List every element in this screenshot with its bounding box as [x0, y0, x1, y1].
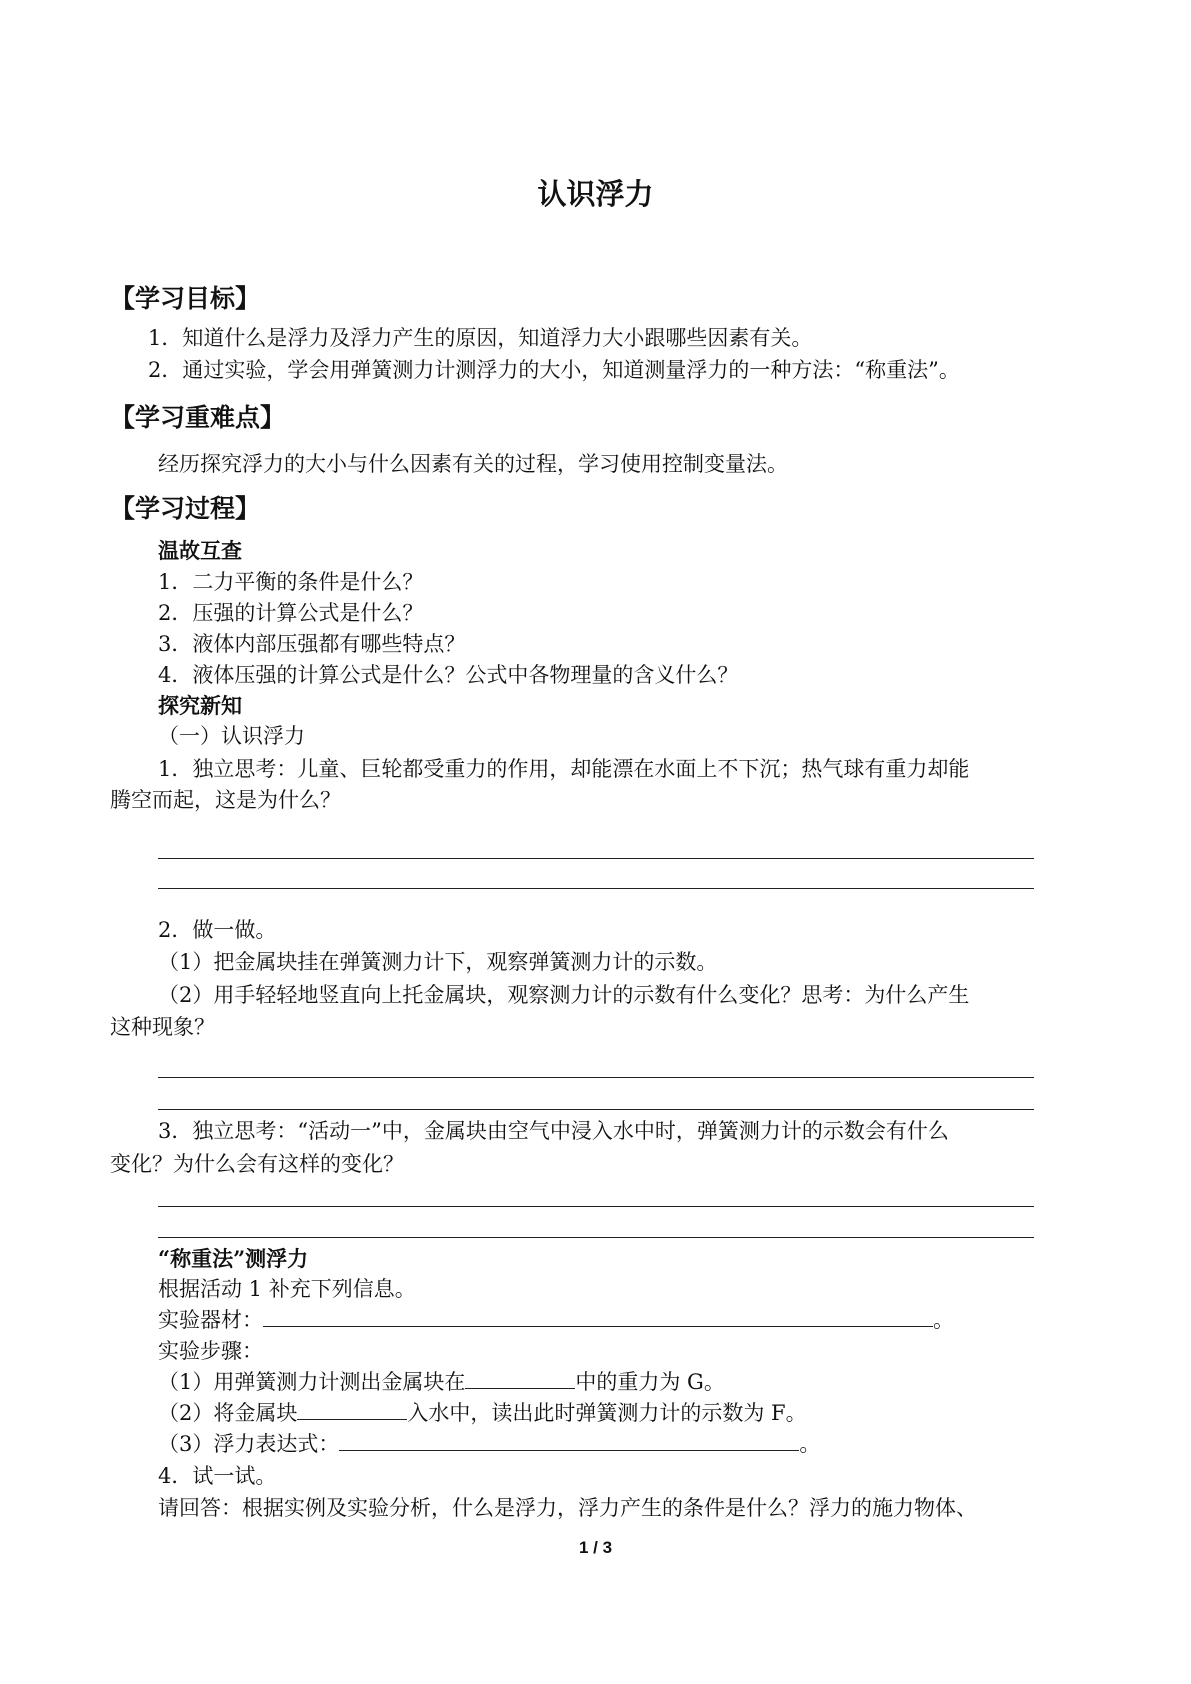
review-item: 2．压强的计算公式是什么？ — [158, 601, 424, 625]
try-label: 4．试一试。 — [158, 1464, 277, 1488]
goal-item: 2．通过实验，学会用弹簧测力计测浮力的大小，知道测量浮力的一种方法：“称重法”。 — [148, 358, 960, 382]
step-2-text-a: （2）将金属块 — [158, 1401, 298, 1425]
answer-line — [158, 1077, 1034, 1078]
step-1-blank[interactable] — [465, 1370, 575, 1389]
review-item: 3．液体内部压强都有哪些特点？ — [158, 632, 466, 656]
question-3-line2: 变化？为什么会有这样的变化？ — [110, 1152, 404, 1176]
question-1-line1: 1．独立思考：儿童、巨轮都受重力的作用，却能漂在水面上不下沉；热气球有重力却能 — [158, 757, 970, 781]
answer-line — [158, 858, 1034, 859]
step-3-end: 。 — [799, 1432, 821, 1456]
question-2-step2-line1: （2）用手轻轻地竖直向上托金属块，观察测力计的示数有什么变化？思考：为什么产生 — [158, 983, 970, 1007]
question-2-step1: （1）把金属块挂在弹簧测力计下，观察弹簧测力计的示数。 — [158, 950, 718, 974]
answer-line — [158, 1237, 1034, 1238]
materials-label: 实验器材： — [158, 1308, 263, 1332]
key-points-heading: 【学习重难点】 — [110, 403, 286, 432]
step-1-text-a: （1）用弹簧测力计测出金属块在 — [158, 1370, 466, 1394]
steps-label: 实验步骤： — [158, 1339, 263, 1363]
answer-line — [158, 888, 1034, 889]
goal-item: 1．知道什么是浮力及浮力产生的原因，知道浮力大小跟哪些因素有关。 — [148, 326, 813, 350]
answer-prompt: 请回答：根据实例及实验分析，什么是浮力，浮力产生的条件是什么？浮力的施力物体、 — [158, 1496, 977, 1520]
step-3-blank[interactable] — [339, 1432, 799, 1451]
answer-line — [158, 1206, 1034, 1207]
question-2: 2．做一做。 — [158, 918, 277, 942]
materials-blank[interactable] — [263, 1308, 933, 1327]
weigh-intro: 根据活动 1 补充下列信息。 — [158, 1277, 416, 1301]
question-2-step2-line2: 这种现象？ — [110, 1015, 215, 1039]
answer-line — [158, 1109, 1034, 1110]
weigh-method-heading: “称重法”测浮力 — [158, 1246, 309, 1271]
explore-part1: （一）认识浮力 — [158, 724, 305, 748]
step-2-text-b: 入水中，读出此时弹簧测力计的示数为 F。 — [407, 1401, 807, 1425]
explore-heading: 探究新知 — [158, 693, 242, 718]
key-points-text: 经历探究浮力的大小与什么因素有关的过程，学习使用控制变量法。 — [158, 452, 788, 476]
question-3-line1: 3．独立思考：“活动一”中，金属块由空气中浸入水中时，弹簧测力计的示数会有什么 — [158, 1119, 949, 1143]
step-3-line — [158, 1429, 820, 1459]
goals-heading: 【学习目标】 — [110, 284, 261, 313]
review-item: 1．二力平衡的条件是什么？ — [158, 570, 424, 594]
step-2-blank[interactable] — [297, 1401, 407, 1420]
review-heading: 温故互查 — [158, 538, 242, 563]
review-item: 4．液体压强的计算公式是什么？公式中各物理量的含义什么？ — [158, 663, 739, 687]
page-title: 认识浮力 — [537, 177, 654, 211]
process-heading: 【学习过程】 — [110, 494, 261, 523]
step-3-text-a: （3）浮力表达式： — [158, 1432, 340, 1456]
step-2-line — [158, 1398, 807, 1428]
materials-end: 。 — [933, 1308, 954, 1332]
materials-line — [158, 1305, 954, 1335]
page-number: 1 / 3 — [578, 1538, 613, 1557]
step-1-line — [158, 1367, 725, 1397]
question-1-line2: 腾空而起，这是为什么？ — [110, 788, 341, 812]
step-1-text-b: 中的重力为 G。 — [575, 1370, 725, 1394]
